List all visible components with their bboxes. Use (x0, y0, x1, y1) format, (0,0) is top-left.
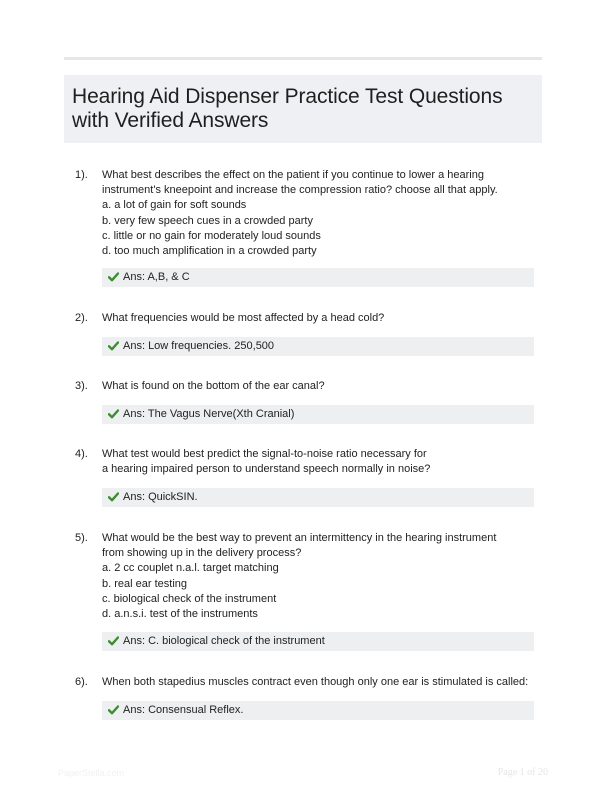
top-divider (64, 57, 542, 60)
question-text (102, 379, 542, 394)
question-line: What test would best predict the signal-to-noise ratio necessary for (102, 448, 427, 460)
title-line-2: with Verified Answers (72, 109, 269, 132)
question-number: 3). (75, 380, 88, 392)
question-text (102, 447, 542, 477)
question-text (102, 675, 542, 690)
option-c: c. biological check of the instrument (102, 592, 277, 605)
question-text (102, 531, 542, 622)
check-icon (108, 407, 119, 426)
answer-box (102, 488, 534, 507)
answer-text: Ans: Low frequencies. 250,500 (123, 340, 275, 352)
question-line: from showing up in the delivery process? (102, 547, 302, 560)
answer-box (102, 405, 534, 424)
answer-text: Ans: C. biological check of the instrument (123, 635, 325, 647)
option-d: d. too much amplification in a crowded party (102, 245, 317, 258)
question-number: 1). (75, 169, 88, 181)
document-title (72, 85, 534, 133)
question-line: What is found on the bottom of the ear canal? (102, 380, 325, 392)
answer-text: Ans: The Vagus Nerve(Xth Cranial) (123, 408, 295, 420)
question-line: What frequencies would be most affected by a head cold? (102, 312, 385, 324)
option-c: c. little or no gain for moderately loud sounds (102, 229, 321, 242)
option-b: b. real ear testing (102, 577, 187, 590)
title-line-1: Hearing Aid Dispenser Practice Test Questions (72, 85, 503, 108)
check-icon (108, 703, 119, 722)
option-d: d. a.n.s.i. test of the instruments (102, 608, 258, 621)
option-b: b. very few speech cues in a crowded party (102, 214, 313, 227)
option-a: a. a lot of gain for soft sounds (102, 199, 247, 212)
question-line: What best describes the effect on the patient if you continue to lower a hearing (102, 169, 484, 181)
answer-box (102, 701, 534, 720)
option-a: a. 2 cc couplet n.a.l. target matching (102, 562, 279, 575)
question-number: 4). (75, 448, 88, 460)
check-icon (108, 270, 119, 289)
check-icon (108, 634, 119, 653)
question-text (102, 168, 542, 259)
answer-box (102, 268, 534, 287)
page-number: Page 1 of 20 (497, 767, 548, 778)
check-icon (108, 490, 119, 509)
question-line: instrument's kneepoint and increase the compression ratio? choose all that apply. (102, 184, 498, 197)
question-number: 5). (75, 532, 88, 544)
footer-watermark: PaperStella.com (58, 768, 125, 778)
answer-text: Ans: QuickSIN. (123, 491, 198, 503)
check-icon (108, 339, 119, 358)
question-text (102, 311, 542, 326)
answer-text: Ans: A,B, & C (123, 271, 190, 283)
title-banner (64, 75, 542, 143)
question-line: What would be the best way to prevent an intermittency in the hearing instrument (102, 532, 497, 544)
question-line: When both stapedius muscles contract even though only one ear is stimulated is called: (102, 676, 529, 688)
question-line: a hearing impaired person to understand speech normally in noise? (102, 463, 431, 476)
question-number: 2). (75, 312, 88, 324)
answer-box (102, 337, 534, 356)
answer-text: Ans: Consensual Reflex. (123, 704, 244, 716)
answer-box (102, 632, 534, 651)
question-number: 6). (75, 676, 88, 688)
